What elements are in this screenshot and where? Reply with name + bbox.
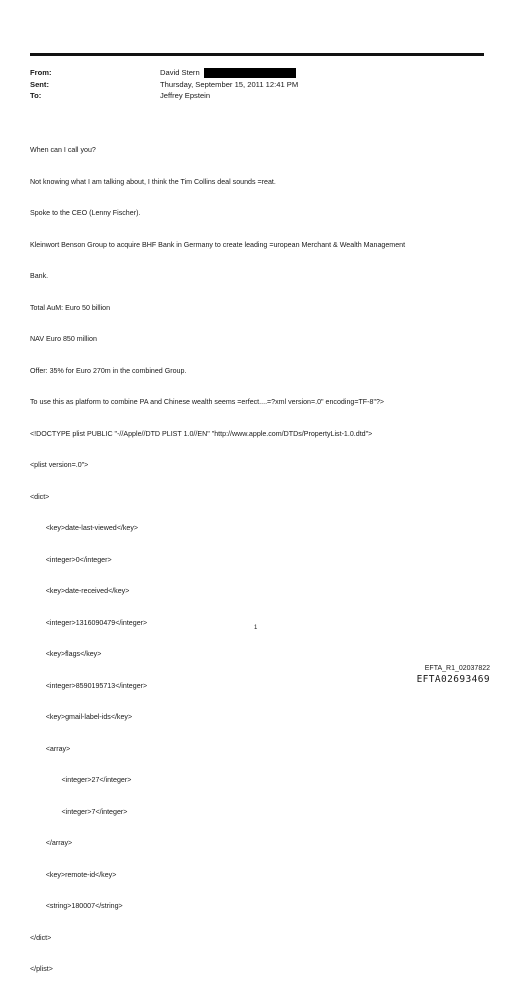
body-line: Total AuM: Euro 50 billion (30, 303, 111, 312)
body-line: <key>flags</key> (30, 650, 102, 658)
header-rule (30, 53, 484, 56)
body-line: <key>date-last-viewed</key> (30, 524, 139, 532)
from-value: David Stern (160, 68, 200, 77)
body-line: <key>date-received</key> (30, 587, 130, 595)
to-value: Jeffrey Epstein (160, 91, 211, 100)
sent-value: Thursday, September 15, 2011 12:41 PM (160, 79, 299, 89)
email-body (30, 124, 490, 985)
body-line: Bank. (30, 272, 49, 280)
body-line: </plist> (30, 965, 53, 973)
body-line: <plist version=.0"> (30, 461, 89, 469)
body-line: NAV Euro 850 million (30, 335, 97, 343)
body-line: <integer>27</integer> (30, 776, 132, 784)
body-line: <dict> (30, 492, 50, 501)
body-line: <integer>8590195713</integer> (30, 681, 148, 690)
body-line: </dict> (30, 933, 52, 942)
body-line: Offer: 35% for Euro 270m in the combined Group. (30, 366, 187, 375)
body-line: <key>remote-id</key> (30, 870, 117, 879)
from-row (30, 67, 484, 79)
to-row (30, 90, 484, 102)
sent-row (30, 79, 484, 91)
bates-number-secondary: EFTA02693469 (416, 674, 490, 685)
body-line: Spoke to the CEO (Lenny Fischer). (30, 209, 141, 217)
from-label: From: (30, 68, 52, 77)
page-number: 1 (254, 625, 258, 631)
body-line: When can I call you? (30, 146, 96, 154)
body-line: <string>180007</string> (30, 902, 123, 910)
body-line: <integer>1316090479</integer> (30, 618, 148, 627)
body-line: To use this as platform to combine PA and Chinese wealth seems =erfect....=?xml version=.0" encoding=TF-8"?> (30, 398, 385, 406)
body-line: <array> (30, 744, 71, 753)
email-header (30, 67, 484, 102)
redaction-block (204, 68, 296, 78)
body-line: <key>gmail-label-ids</key> (30, 713, 133, 721)
body-line: <integer>0</integer> (30, 555, 112, 564)
body-line: <integer>7</integer> (30, 807, 128, 816)
body-line: Not knowing what I am talking about, I think the Tim Collins deal sounds =reat. (30, 177, 276, 186)
body-line: Kleinwort Benson Group to acquire BHF Bank in Germany to create leading =uropean Merchant & Wealth Management (30, 240, 406, 249)
body-line: </array> (30, 839, 73, 847)
sent-label: Sent: (30, 79, 49, 89)
bates-number-primary: EFTA_R1_02037822 (424, 665, 490, 672)
body-line: <!DOCTYPE plist PUBLIC "-//Apple//DTD PLIST 1.0//EN" "http://www.apple.com/DTDs/PropertyList-1.0.dtd"> (30, 429, 373, 438)
to-label: To: (30, 91, 42, 100)
